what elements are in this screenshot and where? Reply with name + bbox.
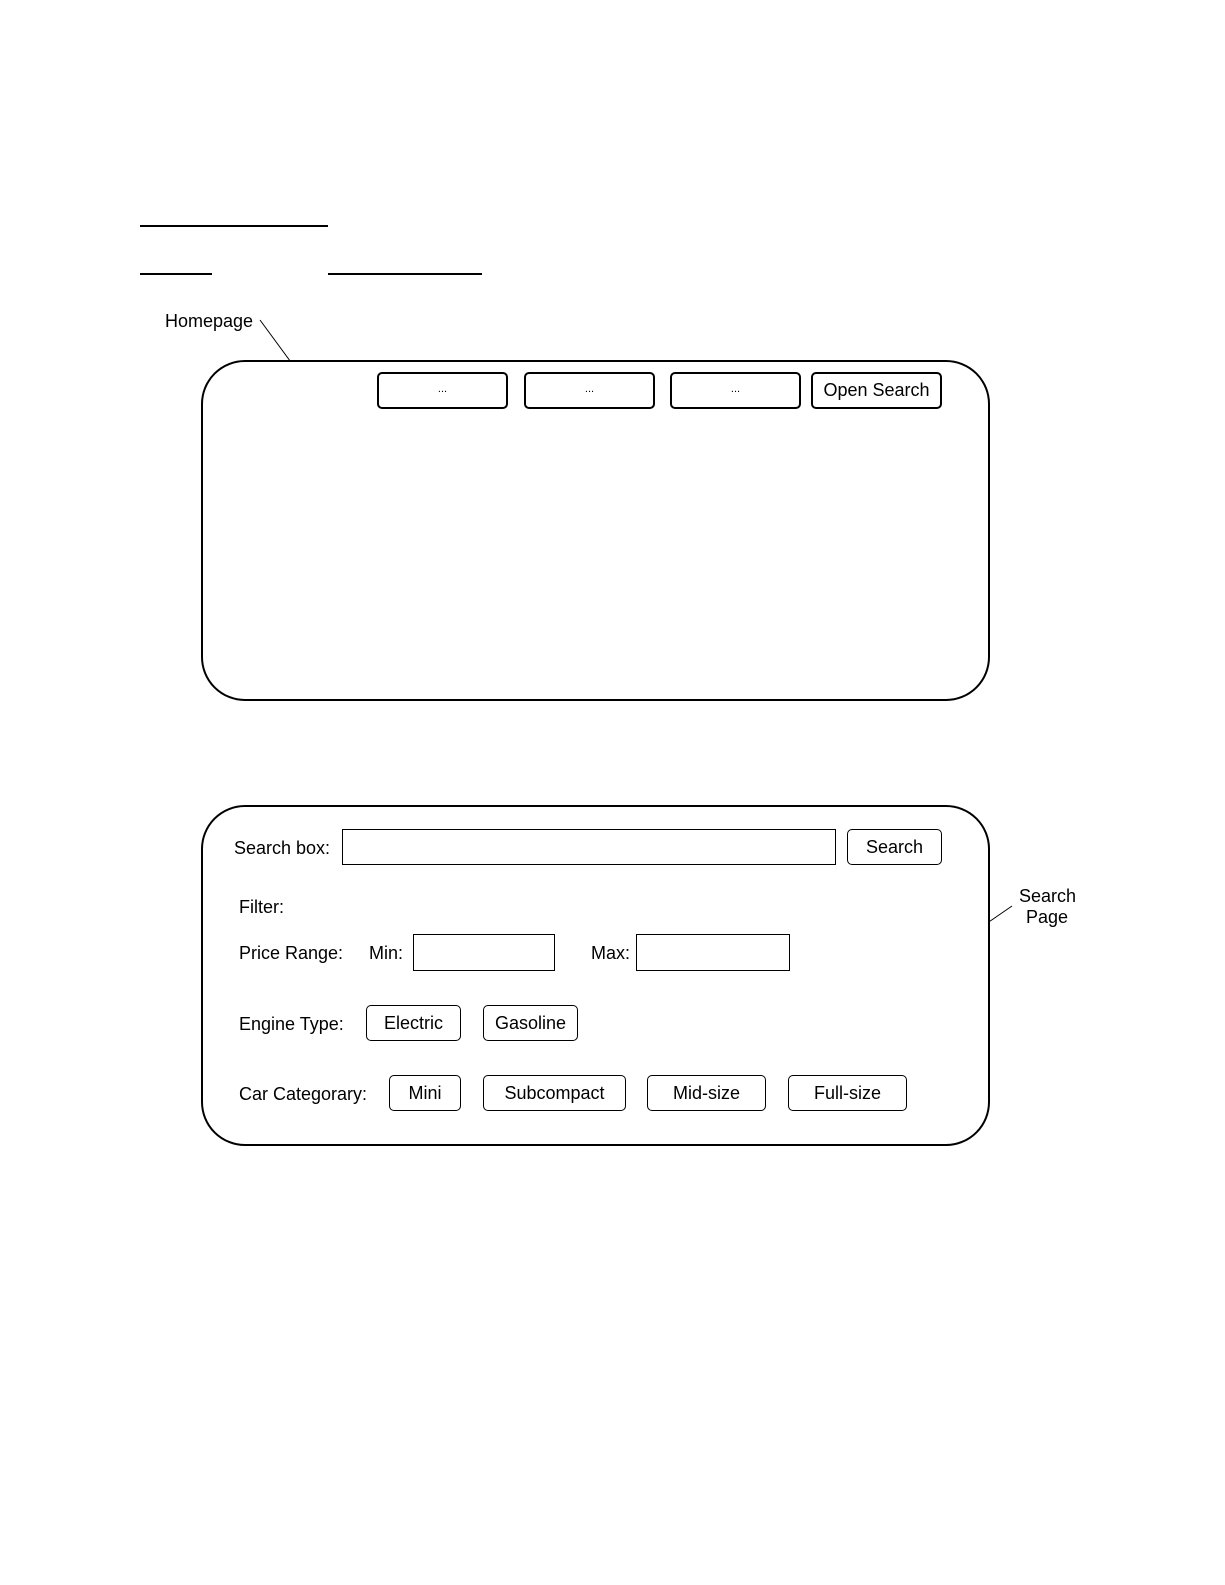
homepage-annotation: Homepage [165, 311, 254, 331]
filter-label: Filter: [239, 897, 284, 917]
price-max-label: Max: [591, 943, 631, 963]
header-rule-3 [328, 273, 482, 275]
search-button[interactable]: Search [847, 829, 942, 865]
nav-button-3[interactable]: ... [670, 372, 801, 409]
engine-electric-button[interactable]: Electric [366, 1005, 461, 1041]
search-box-label: Search box: [234, 838, 331, 858]
open-search-button[interactable]: Open Search [811, 372, 942, 409]
price-range-label: Price Range: [239, 943, 344, 963]
homepage-frame [201, 360, 990, 701]
category-full-size-button[interactable]: Full-size [788, 1075, 907, 1111]
search-page-annotation-line1: Search [1019, 886, 1077, 906]
price-max-input[interactable] [636, 934, 790, 971]
search-page-annotation-line2: Page [1026, 907, 1069, 927]
header-rule-2 [140, 273, 212, 275]
category-subcompact-button[interactable]: Subcompact [483, 1075, 626, 1111]
engine-type-label: Engine Type: [239, 1014, 344, 1034]
nav-button-2[interactable]: ... [524, 372, 655, 409]
engine-gasoline-button[interactable]: Gasoline [483, 1005, 578, 1041]
nav-button-1[interactable]: ... [377, 372, 508, 409]
price-min-input[interactable] [413, 934, 555, 971]
car-category-label: Car Categorary: [239, 1084, 368, 1104]
price-min-label: Min: [369, 943, 404, 963]
category-mini-button[interactable]: Mini [389, 1075, 461, 1111]
header-rule-1 [140, 225, 328, 227]
search-input[interactable] [342, 829, 836, 865]
category-mid-size-button[interactable]: Mid-size [647, 1075, 766, 1111]
